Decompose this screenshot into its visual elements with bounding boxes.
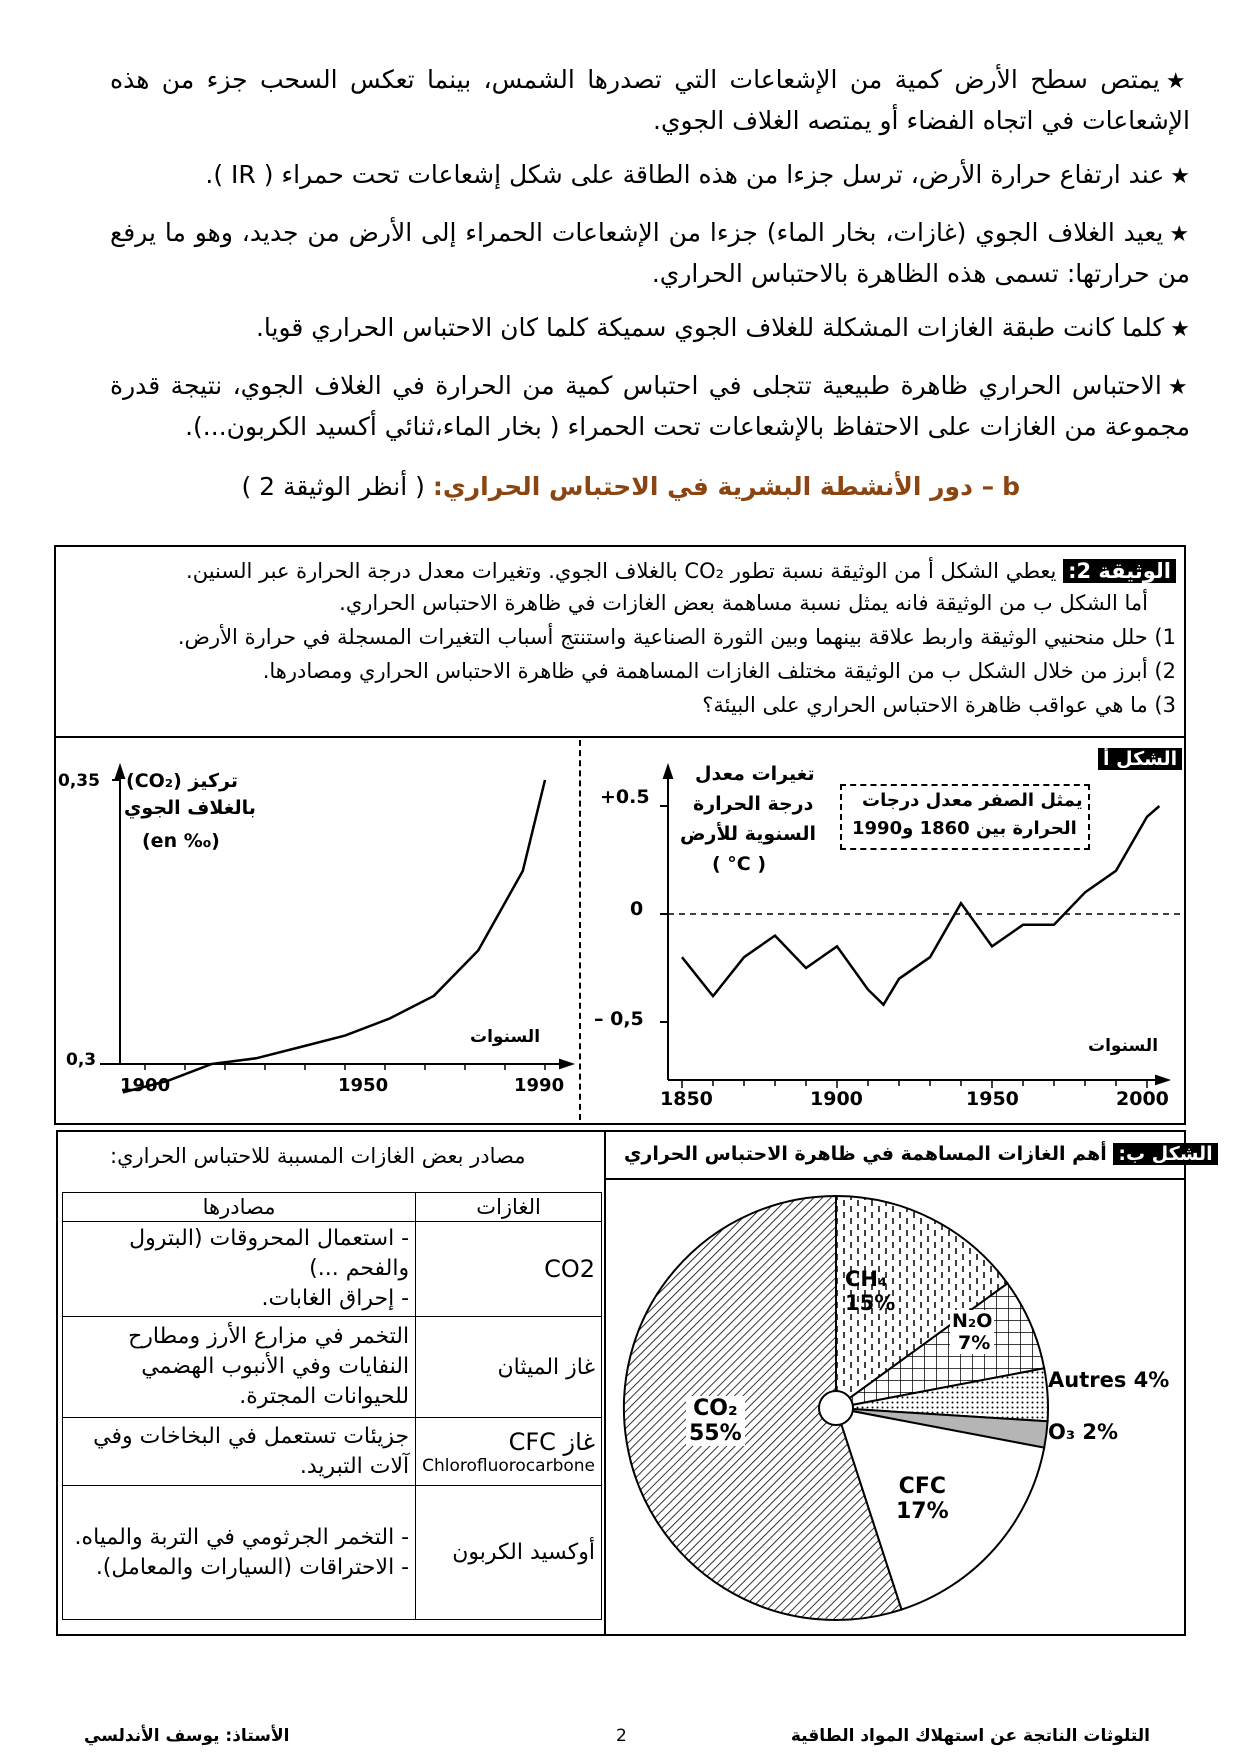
- paragraph-5: ★الاحتباس الحراري ظاهرة طبيعية تتجلى في احتباس كمية من الحرارة في الغلاف الجوي، نتيجة قدرة مجموعة من الغازات على الاحتفاظ بالإشعاعات تحت الحمراء ( بخار الماء،ثنائي أكسيد الكربون...).: [110, 371, 1190, 441]
- gas-cell: غاز الميثان: [416, 1317, 602, 1418]
- temp-ylabel-1: تغيرات معدل: [695, 763, 815, 785]
- temp-ylabel-2: درجة الحرارة: [693, 793, 814, 815]
- temp-ylabel-4: ( °C ): [712, 853, 767, 875]
- co2-ytick-top: 0,35: [58, 771, 100, 791]
- co2-xtick: 1990: [514, 1075, 565, 1096]
- temp-note-line-1: يمثل الصفر معدل درجات: [862, 790, 1083, 811]
- star-bullet-icon: ★: [1170, 317, 1190, 342]
- paragraph-3: ★يعيد الغلاف الجوي (غازات، بخار الماء) جزءا من الإشعاعات الحمراء إلى الأرض من جديد، وهو ما يرفع من حرارتها: تسمى هذه الظاهرة بالاحتباس الحراري.: [110, 218, 1190, 288]
- pie-label-n2o: N₂O 7%: [952, 1310, 993, 1354]
- co2-ylabel-2: بالغلاف الجوي: [124, 797, 256, 819]
- document-intro-1: الوثيقة 2: يعطي الشكل أ من الوثيقة نسبة تطور CO₂ بالغلاف الجوي. وتغيرات معدل درجة الحرارة عبر السنين.: [66, 555, 1176, 587]
- source-cell: - التخمر الجرثومي في التربة والمياه. - الاحتراقات (السيارات والمعامل).: [63, 1486, 416, 1620]
- star-bullet-icon: ★: [1165, 69, 1190, 94]
- star-bullet-icon: ★: [1169, 222, 1190, 247]
- document-question-1: 1) حلل منحنيي الوثيقة واربط علاقة بينهما وبين الثورة الصناعية واستنتج أسباب التغيرات المسجلة في حرارة الأرض.: [177, 625, 1176, 649]
- pie-label-cfc: CFC 17%: [896, 1474, 949, 1524]
- temp-xtick: 1950: [966, 1088, 1019, 1110]
- paragraph-1: ★يمتص سطح الأرض كمية من الإشعاعات التي تصدرها الشمس، بينما تعكس السحب جزء من هذه الإشعاعات في اتجاه الفضاء أو يمتصه الغلاف الجوي.: [110, 65, 1190, 135]
- co2-xlabel: السنوات: [470, 1027, 541, 1047]
- paragraph-2: ★عند ارتفاع حرارة الأرض، ترسل جزءا من هذه الطاقة على شكل إشعاعات تحت حمراء ( IR ).: [205, 160, 1190, 189]
- temp-ytick-zero: 0: [630, 898, 644, 920]
- footer-page-number: 2: [616, 1726, 627, 1746]
- section-heading: b – دور الأنشطة البشرية في الاحتباس الحراري: ( أنظر الوثيقة 2 ): [241, 472, 1020, 501]
- document-question-2: 2) أبرز من خلال الشكل ب من الوثيقة مختلف الغازات المساهمة في ظاهرة الاحتباس الحراري ومصادرها.: [262, 659, 1176, 683]
- temp-xlabel: السنوات: [1088, 1036, 1159, 1056]
- figure-b-title: الشكل ب: أهم الغازات المساهمة في ظاهرة الاحتباس الحراري: [624, 1143, 1218, 1165]
- table-header-gas: الغازات: [416, 1193, 602, 1222]
- footer-author: الأستاذ: يوسف الأندلسي: [84, 1726, 290, 1746]
- gas-cell: CO2: [416, 1222, 602, 1317]
- gas-cell: غاز CFC Chlorofluorocarbone: [416, 1418, 602, 1486]
- co2-xtick: 1900: [120, 1075, 171, 1096]
- source-cell: - استعمال المحروقات (البترول والفحم ...) - إحراق الغابات.: [63, 1222, 416, 1317]
- pie-center-hole: [819, 1391, 853, 1425]
- pie-label-autres: Autres 4%: [1048, 1368, 1170, 1392]
- co2-ytick-bottom: 0,3: [66, 1050, 97, 1070]
- gas-cell: أوكسيد الكربون: [416, 1486, 602, 1620]
- pie-label-ch4: CH₄ 15%: [845, 1267, 896, 1315]
- table-header-source: مصادرها: [63, 1193, 416, 1222]
- co2-ylabel-1: تركيز (CO₂): [126, 770, 238, 792]
- temp-ytick-bottom: – 0,5: [594, 1008, 644, 1030]
- source-cell: التخمر في مزارع الأرز ومطارح النفايات وفي الأنبوب الهضمي للحيوانات المجترة.: [63, 1317, 416, 1418]
- pie-label-co2: CO₂ 55%: [686, 1396, 745, 1446]
- document-question-3: 3) ما هي عواقب ظاهرة الاحتباس الحراري على البيئة؟: [702, 693, 1176, 717]
- sources-table-title: مصادر بعض الغازات المسببة للاحتباس الحراري:: [110, 1144, 526, 1168]
- source-cell: جزيئات تستعمل في البخاخات وفي آلات التبريد.: [63, 1418, 416, 1486]
- pie-label-o3: O₃ 2%: [1048, 1420, 1119, 1444]
- temp-ylabel-3: السنوية للأرض: [680, 823, 816, 845]
- temp-xtick: 1850: [660, 1088, 713, 1110]
- temp-xtick: 1900: [810, 1088, 863, 1110]
- star-bullet-icon: ★: [1170, 164, 1190, 189]
- document-intro-2: أما الشكل ب من الوثيقة فانه يمثل نسبة مساهمة بعض الغازات في ظاهرة الاحتباس الحراري.: [339, 591, 1148, 615]
- co2-xtick: 1950: [338, 1075, 389, 1096]
- star-bullet-icon: ★: [1167, 375, 1190, 400]
- paragraph-4: ★كلما كانت طبقة الغازات المشكلة للغلاف الجوي سميكة كلما كان الاحتباس الحراري قويا.: [255, 313, 1190, 342]
- temp-xtick: 2000: [1116, 1088, 1169, 1110]
- footer-title: التلوثات الناتجة عن استهلاك المواد الطاقية: [790, 1726, 1150, 1746]
- temp-note-line-2: الحرارة بين 1860 و1990: [852, 818, 1077, 839]
- figure-a-label: الشكل أ: [1098, 748, 1182, 770]
- temp-ytick-top: +0.5: [600, 786, 650, 808]
- co2-ylabel-3: (en ‰): [142, 830, 220, 852]
